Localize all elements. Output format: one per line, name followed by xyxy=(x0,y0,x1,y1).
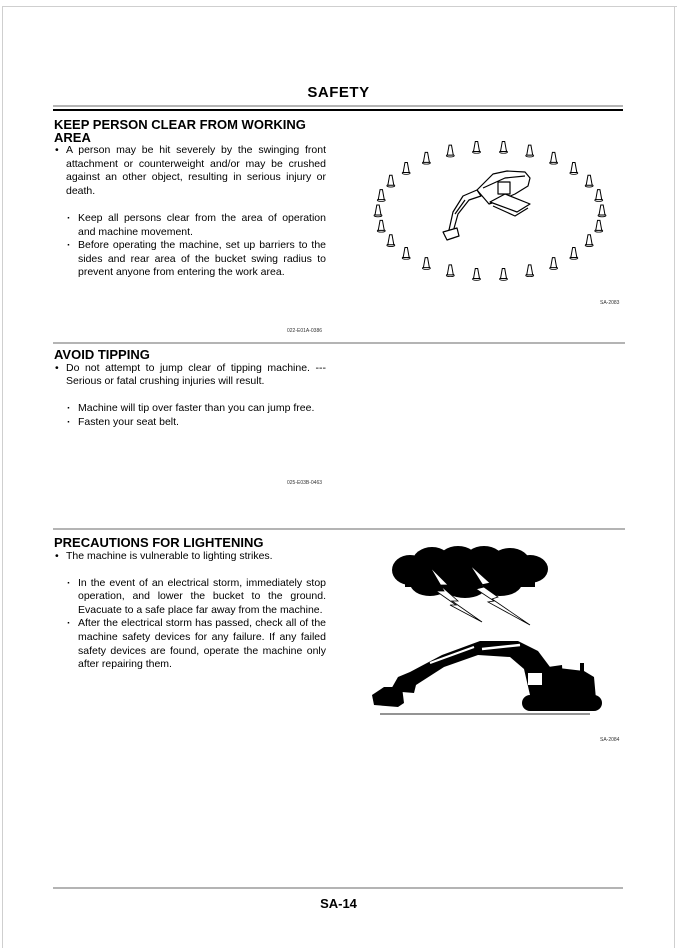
page-border-top xyxy=(2,6,677,7)
traffic-cone-icon xyxy=(422,258,430,270)
traffic-cone-icon xyxy=(570,247,578,259)
traffic-cone-icon xyxy=(595,190,603,202)
reference-code: 025-E03B-0463 xyxy=(287,480,323,486)
traffic-cone-icon xyxy=(422,152,430,164)
traffic-cone-icon xyxy=(526,145,534,157)
list-item: · Keep all persons clear from the area of operation and machine movement. xyxy=(54,212,326,239)
traffic-cone-icon xyxy=(472,141,480,153)
figure-label: SA-2084 xyxy=(600,737,620,743)
section-divider xyxy=(53,528,625,530)
section-avoid-tipping xyxy=(54,349,326,429)
section-divider xyxy=(53,342,625,344)
page-border-right xyxy=(674,6,675,948)
traffic-cone-icon xyxy=(402,163,410,175)
section-title: PRECAUTIONS FOR LIGHTENING xyxy=(54,535,264,550)
bullet-text: • Do not attempt to jump clear of tipping machine. ---Serious or fatal crushing injuries will result. xyxy=(54,362,326,389)
traffic-cone-icon xyxy=(585,235,593,247)
traffic-cone-icon xyxy=(585,175,593,187)
lightning-storm-excavator-icon xyxy=(370,545,610,725)
traffic-cone-icon xyxy=(550,152,558,164)
page-number: SA-14 xyxy=(320,896,357,911)
traffic-cone-icon xyxy=(387,175,395,187)
traffic-cone-icon xyxy=(570,163,578,175)
list-item: · Before operating the machine, set up barriers to the sides and rear area of the bucket swing radius to prevent anyone from entering the work area. xyxy=(54,239,326,280)
traffic-cone-icon xyxy=(446,145,454,157)
traffic-cone-icon xyxy=(598,205,606,217)
bullet-text: • The machine is vulnerable to lighting strikes. xyxy=(54,550,326,564)
section-title: KEEP PERSON CLEAR FROM WORKING AREA xyxy=(54,117,306,145)
excavator-silhouette-icon xyxy=(372,641,602,711)
list-item: · Fasten your seat belt. xyxy=(54,416,326,430)
header-rule-gray xyxy=(53,105,623,107)
traffic-cone-icon xyxy=(377,220,385,232)
header-rule-black xyxy=(53,109,623,111)
traffic-cone-icon xyxy=(377,190,385,202)
section-title: AVOID TIPPING xyxy=(54,347,150,362)
traffic-cone-icon xyxy=(500,269,508,281)
traffic-cone-icon xyxy=(402,247,410,259)
traffic-cone-icon xyxy=(472,269,480,281)
reference-code: 022-E01A-0386 xyxy=(287,328,323,334)
page-title: SAFETY xyxy=(307,84,370,101)
traffic-cone-icon xyxy=(595,220,603,232)
figure-label: SA-2083 xyxy=(600,300,620,306)
list-item: · After the electrical storm has passed, check all of the machine safety devices for any failure. If any failed safety devices are found, operate the machine only after repairing them. xyxy=(54,617,326,671)
excavator-with-cones-icon xyxy=(365,138,615,288)
traffic-cone-icon xyxy=(526,265,534,277)
page-border-left xyxy=(2,6,3,948)
storm-cloud-icon xyxy=(392,546,548,598)
footer-rule xyxy=(53,887,623,889)
list-item: · Machine will tip over faster than you can jump free. xyxy=(54,402,326,416)
traffic-cone-icon xyxy=(550,258,558,270)
list-item: · In the event of an electrical storm, immediately stop operation, and lower the bucket to the ground. Evacuate to a safe place far away from the machine. xyxy=(54,577,326,618)
section-lightening xyxy=(54,537,326,672)
traffic-cone-icon xyxy=(387,235,395,247)
section-keep-clear xyxy=(54,119,326,280)
bullet-text: • A person may be hit severely by the swinging front attachment or counterweight and/or may be crushed against an other object, resulting in serious injury or death. xyxy=(54,144,326,198)
traffic-cone-icon xyxy=(374,205,382,217)
traffic-cone-icon xyxy=(446,265,454,277)
traffic-cone-icon xyxy=(500,141,508,153)
